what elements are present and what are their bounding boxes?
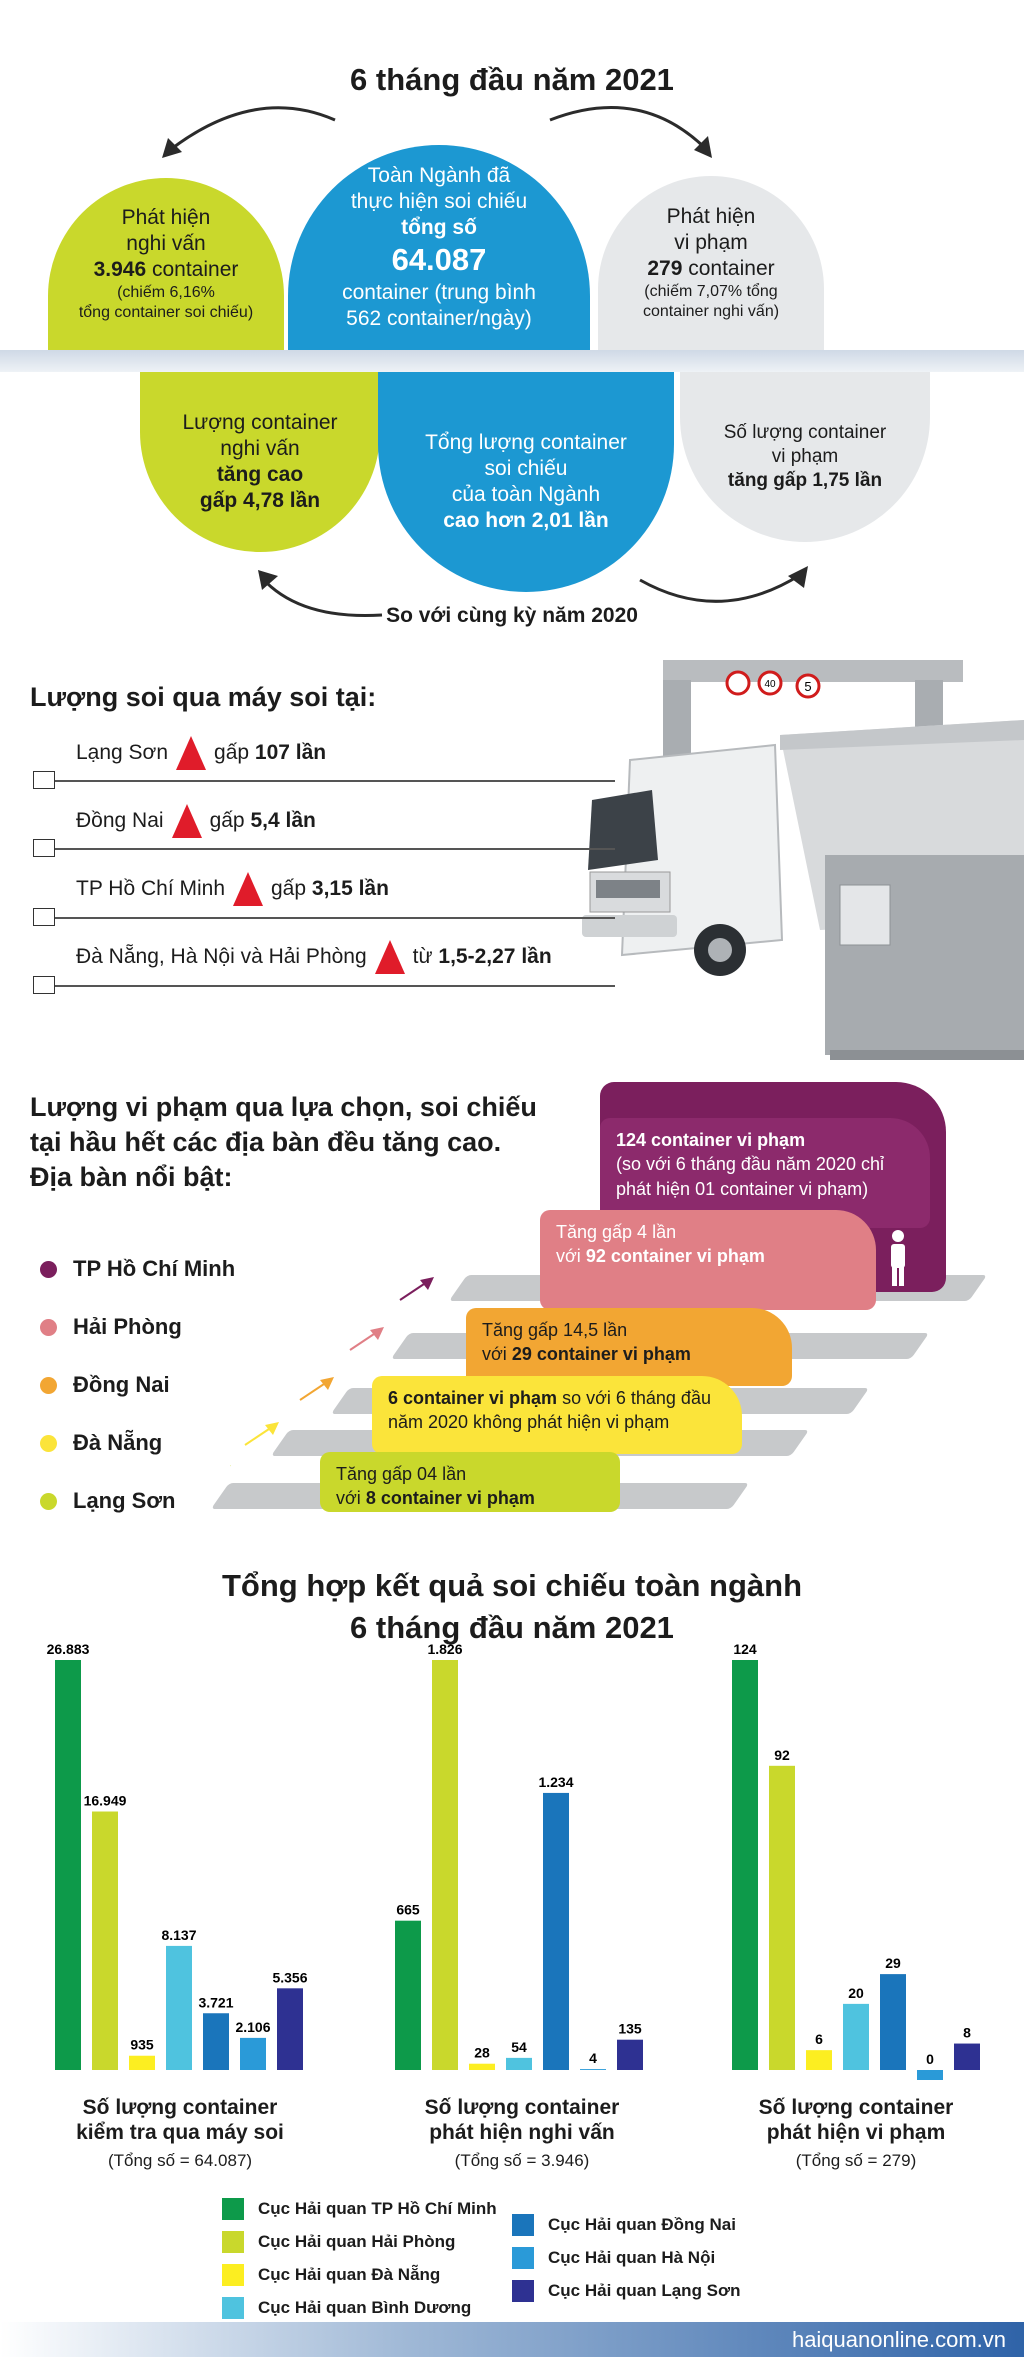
text: Phát hiện	[121, 205, 211, 229]
panel-title: Số lượng container	[82, 2096, 278, 2119]
row-line	[55, 917, 615, 919]
panel-title: kiểm tra qua máy soi	[76, 2121, 284, 2145]
text: Số lượng container	[723, 422, 887, 444]
value: 5,4 lần	[250, 809, 316, 832]
bar-label: 29	[885, 1955, 901, 1972]
row-line	[55, 985, 615, 987]
bar-label: 28	[474, 2044, 490, 2061]
bar	[806, 2050, 832, 2070]
text: tăng cao	[216, 463, 304, 486]
text: gấp 4,78 lần	[199, 489, 321, 513]
legend-item	[40, 1356, 235, 1414]
text: Lượng container	[182, 410, 338, 434]
text: 562 container/ngày)	[346, 307, 532, 331]
legend-label: Cục Hải quan Bình Dương	[258, 2297, 472, 2317]
bar-label: 2.106	[235, 2018, 271, 2035]
row-marker	[33, 839, 55, 857]
legend-label: Cục Hải quan Lạng Sơn	[548, 2280, 741, 2300]
bar	[917, 2070, 943, 2080]
divider-band	[0, 350, 1024, 372]
legend-label: Cục Hải quan Đà Nẵng	[258, 2264, 441, 2284]
dot-icon	[40, 1435, 57, 1452]
bar	[543, 1793, 569, 2070]
bar	[55, 1660, 81, 2070]
text: của toàn Ngành	[451, 483, 601, 506]
bar	[166, 1946, 192, 2070]
scan-row	[76, 804, 316, 838]
place: TP Hồ Chí Minh	[76, 877, 225, 900]
bar-label: 5.356	[272, 1969, 308, 1986]
legend-item	[222, 2291, 497, 2324]
scan-row	[76, 736, 326, 770]
bar-label: 0	[926, 2051, 934, 2067]
text: tổng container soi chiếu)	[78, 304, 254, 322]
bar	[395, 1921, 421, 2070]
bar-label: 135	[618, 2020, 642, 2037]
box-bold: 6 container vi phạm	[388, 1388, 558, 1408]
place: Đà Nẵng, Hà Nội và Hải Phòng	[76, 945, 367, 968]
text: cao hơn 2,01 lần	[443, 509, 609, 533]
text: tổng số	[401, 216, 477, 239]
panel-caption	[372, 2095, 672, 2171]
box-text: Tăng gấp 04 lần	[336, 1464, 467, 1484]
sign-text: 40	[764, 679, 776, 690]
panel-title: phát hiện vi phạm	[766, 2121, 946, 2145]
chart-legend	[222, 2192, 497, 2324]
text: vi phạm	[674, 230, 748, 254]
bar-chart	[0, 1640, 1024, 2080]
compare-label: So với cùng kỳ năm 2020	[386, 604, 638, 627]
bar-label: 6	[815, 2031, 823, 2048]
legend-item	[512, 2208, 741, 2241]
panel-title: Số lượng container	[424, 2096, 620, 2119]
text: Toàn Ngành đã	[367, 163, 511, 187]
bar	[506, 2058, 532, 2070]
chart-title-line: 6 tháng đầu năm 2021	[350, 1609, 674, 1645]
bar-label: 1.826	[427, 1641, 463, 1657]
box-hp	[540, 1210, 876, 1310]
text: thực hiện soi chiếu	[350, 189, 528, 213]
text: container nghi vấn)	[642, 303, 780, 321]
bar	[580, 2069, 606, 2070]
box-text: năm 2020 không phát hiện vi phạm	[388, 1412, 670, 1433]
value: 3,15 lần	[311, 877, 389, 900]
sign-icon	[727, 672, 749, 694]
bar	[240, 2038, 266, 2070]
row-marker	[33, 908, 55, 926]
value: 279	[647, 257, 683, 281]
legend-label: Hải Phòng	[73, 1314, 182, 1339]
prefix: gấp	[271, 877, 307, 900]
value: 3.946	[93, 258, 147, 282]
bar-label: 92	[774, 1746, 790, 1763]
legend-label: Cục Hải quan Đồng Nai	[548, 2214, 736, 2234]
bar	[843, 2004, 869, 2070]
legend-swatch	[512, 2280, 534, 2302]
chart-title	[0, 1565, 1024, 1649]
up-triangle-icon	[176, 736, 206, 770]
value: 107 lần	[254, 741, 327, 764]
legend-label: Cục Hải quan Hà Nội	[548, 2247, 716, 2267]
up-triangle-icon	[375, 940, 405, 974]
scan-row	[76, 940, 552, 974]
scan-row	[76, 872, 389, 906]
bar	[617, 2040, 643, 2070]
prefix: gấp	[209, 809, 245, 832]
scan-heading: Lượng soi qua máy soi tại:	[30, 682, 377, 712]
place: Lạng Sơn	[76, 741, 169, 764]
legend-swatch	[222, 2231, 244, 2253]
up-triangle-icon	[233, 872, 263, 906]
sign-text: 5	[804, 679, 812, 694]
row-line	[55, 848, 615, 850]
text: vi phạm	[771, 446, 839, 468]
bar-label: 20	[848, 1984, 864, 2001]
box-text: Tăng gấp 14,5 lần	[482, 1320, 628, 1340]
legend-item	[40, 1414, 235, 1472]
dot-icon	[40, 1319, 57, 1336]
panel-total: (Tổng số = 3.946)	[454, 2151, 590, 2171]
box-text: với	[556, 1246, 586, 1267]
text: (chiếm 7,07% tổng	[644, 283, 778, 301]
bar-label: 54	[511, 2038, 527, 2055]
text: soi chiếu	[484, 456, 568, 480]
text: nghi vấn	[220, 436, 300, 460]
row-marker	[33, 771, 55, 789]
bar-label: 3.721	[198, 1994, 234, 2011]
legend-item	[222, 2225, 497, 2258]
box-text: với	[482, 1344, 512, 1365]
value: 1,5-2,27 lần	[438, 945, 552, 968]
panel-title: phát hiện nghi vấn	[429, 2121, 615, 2145]
bar	[92, 1812, 118, 2070]
box-text: với	[336, 1488, 366, 1509]
bar-label: 8.137	[161, 1926, 197, 1943]
text: Phát hiện	[666, 204, 756, 228]
text: container	[146, 258, 239, 282]
legend-item	[40, 1298, 235, 1356]
box-dn	[466, 1308, 792, 1386]
legend-swatch	[512, 2247, 534, 2269]
heading-line: Lượng vi phạm qua lựa chọn, soi chiếu	[30, 1092, 537, 1122]
text: (chiếm 6,16%	[117, 284, 215, 302]
bar	[277, 1988, 303, 2070]
person-icon	[886, 1228, 910, 1288]
bar-label: 1.234	[538, 1773, 574, 1790]
box-text: (so với 6 tháng đầu năm 2020 chỉ phát hiện 01 container vi phạm)	[616, 1154, 884, 1199]
legend-item	[512, 2241, 741, 2274]
bar-label: 26.883	[46, 1641, 90, 1657]
legend-item	[222, 2192, 497, 2225]
box-bold: 29 container vi phạm	[511, 1344, 691, 1365]
legend-swatch	[222, 2264, 244, 2286]
place: Đồng Nai	[76, 809, 164, 832]
bar	[469, 2064, 495, 2070]
legend-label: Đồng Nai	[73, 1372, 170, 1397]
text: nghi vấn	[126, 231, 206, 255]
footer-url[interactable]: haiquanonline.com.vn	[791, 2327, 1006, 2352]
prefix: gấp	[214, 741, 250, 764]
chart-legend	[512, 2208, 741, 2307]
legend-label: Cục Hải quan TP Hồ Chí Minh	[258, 2198, 497, 2218]
prefix: từ	[412, 945, 433, 968]
row-line	[55, 780, 615, 782]
up-triangle-icon	[172, 804, 202, 838]
text: container (trung bình	[342, 281, 536, 304]
location-legend	[40, 1240, 235, 1530]
panel-caption	[30, 2095, 330, 2171]
bar-label: 935	[130, 2036, 154, 2053]
bar-label: 8	[963, 2024, 971, 2041]
panel-caption	[706, 2095, 1006, 2171]
heading-line: tại hầu hết các địa bàn đều tăng cao.	[30, 1127, 502, 1158]
legend-label: TP Hồ Chí Minh	[73, 1256, 236, 1281]
bar-label: 16.949	[83, 1792, 127, 1809]
heading-line: Địa bàn nổi bật:	[30, 1162, 233, 1193]
text: container	[682, 257, 775, 281]
panel-title: Số lượng container	[758, 2096, 954, 2119]
text: Tổng lượng container	[425, 430, 627, 454]
box-bold: 124 container vi phạm	[616, 1130, 806, 1150]
legend-label: Lạng Sơn	[73, 1488, 176, 1513]
box-bold: 8 container vi phạm	[365, 1488, 535, 1509]
legend-item	[222, 2258, 497, 2291]
legend-swatch	[222, 2198, 244, 2220]
bar	[129, 2056, 155, 2070]
legend-label: Cục Hải quan Hải Phòng	[258, 2231, 456, 2251]
box-dng	[372, 1376, 742, 1454]
legend-item	[512, 2274, 741, 2307]
row-marker	[33, 976, 55, 994]
bar-label: 4	[589, 2050, 597, 2067]
dot-icon	[40, 1377, 57, 1394]
panel-total: (Tổng số = 64.087)	[107, 2151, 253, 2171]
legend-label: Đà Nẵng	[73, 1430, 163, 1455]
legend-item	[40, 1240, 235, 1298]
top-title: 6 tháng đầu năm 2021	[350, 62, 674, 97]
box-text: so với 6 tháng đầu	[557, 1388, 711, 1408]
text: tăng gấp 1,75 lần	[727, 469, 883, 491]
box-bold: 92 container vi phạm	[585, 1246, 765, 1267]
chart-title-line: Tổng hợp kết quả soi chiếu toàn ngành	[221, 1568, 803, 1603]
truck-illustration	[560, 650, 1024, 1060]
bar	[732, 1660, 758, 2070]
dot-icon	[40, 1261, 57, 1278]
box-text: Tăng gấp 4 lần	[556, 1222, 677, 1242]
legend-swatch	[222, 2297, 244, 2319]
legend-swatch	[512, 2214, 534, 2236]
box-ls	[320, 1452, 620, 1512]
dot-icon	[40, 1493, 57, 1510]
bar	[769, 1766, 795, 2070]
bar	[880, 1974, 906, 2070]
bar	[203, 2013, 229, 2070]
value: 64.087	[391, 242, 487, 278]
bar-label: 665	[396, 1901, 420, 1918]
bar-label: 124	[733, 1641, 757, 1657]
bar	[954, 2044, 980, 2070]
legend-item	[40, 1472, 235, 1530]
panel-total: (Tổng số = 279)	[795, 2151, 917, 2171]
violations-heading	[30, 1090, 537, 1195]
bar	[432, 1660, 458, 2070]
